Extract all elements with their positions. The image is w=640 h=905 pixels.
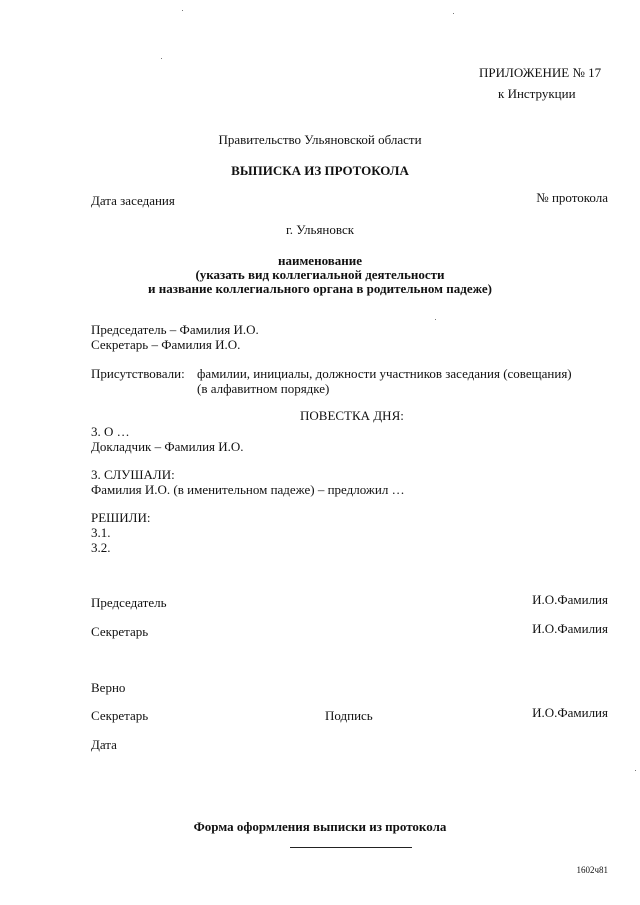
- secretary-signature-label: Секретарь: [91, 624, 149, 639]
- present-text-1: фамилии, инициалы, должности участников заседания (совещания): [197, 366, 572, 381]
- decided-item: 3.2.: [91, 540, 111, 555]
- naming-line-3: и название коллегиального органа в родительном падеже): [148, 281, 492, 296]
- organization-name: Правительство Ульяновской области: [218, 132, 422, 147]
- agenda-speaker: Докладчик – Фамилия И.О.: [91, 439, 244, 454]
- form-caption: Форма оформления выписки из протокола: [193, 819, 447, 834]
- naming-line-2: (указать вид коллегиальной деятельности: [195, 267, 445, 282]
- decided-title: РЕШИЛИ:: [91, 510, 151, 525]
- decided-item: 3.1.: [91, 525, 111, 540]
- certification-date-label: Дата: [91, 737, 117, 752]
- caption-underline: [290, 847, 412, 848]
- scan-speck: [635, 770, 636, 771]
- scan-speck: [435, 319, 436, 320]
- chairman-signature-name: И.О.Фамилия: [532, 592, 608, 607]
- certification-secretary-label: Секретарь: [91, 708, 149, 723]
- heard-title: 3. СЛУШАЛИ:: [91, 467, 175, 482]
- appendix-number: ПРИЛОЖЕНИЕ № 17: [479, 65, 602, 80]
- heard-text: Фамилия И.О. (в именительном падеже) – предложил …: [91, 482, 405, 497]
- appendix-instruction: к Инструкции: [498, 86, 576, 101]
- scan-speck: [161, 58, 162, 59]
- present-text-2: (в алфавитном порядке): [197, 381, 330, 396]
- scan-speck: [453, 13, 454, 14]
- present-label: Присутствовали:: [91, 366, 185, 381]
- chairman-signature-label: Председатель: [91, 595, 167, 610]
- certification-secretary-name: И.О.Фамилия: [532, 705, 608, 720]
- certified-correct: Верно: [91, 680, 126, 695]
- chairman-line: Председатель – Фамилия И.О.: [91, 322, 259, 337]
- secretary-line: Секретарь – Фамилия И.О.: [91, 337, 241, 352]
- meeting-date-label: Дата заседания: [91, 193, 175, 208]
- scan-speck: [182, 10, 183, 11]
- document-title: ВЫПИСКА ИЗ ПРОТОКОЛА: [231, 163, 409, 178]
- city: г. Ульяновск: [285, 222, 355, 237]
- certification-signature: Подпись: [325, 708, 373, 723]
- agenda-title: ПОВЕСТКА ДНЯ:: [300, 408, 404, 423]
- protocol-number-label: № протокола: [536, 190, 608, 205]
- secretary-signature-name: И.О.Фамилия: [532, 621, 608, 636]
- document-code: 1602ч81: [576, 865, 608, 875]
- agenda-item: 3. О …: [91, 424, 130, 439]
- naming-line-1: наименование: [277, 253, 363, 268]
